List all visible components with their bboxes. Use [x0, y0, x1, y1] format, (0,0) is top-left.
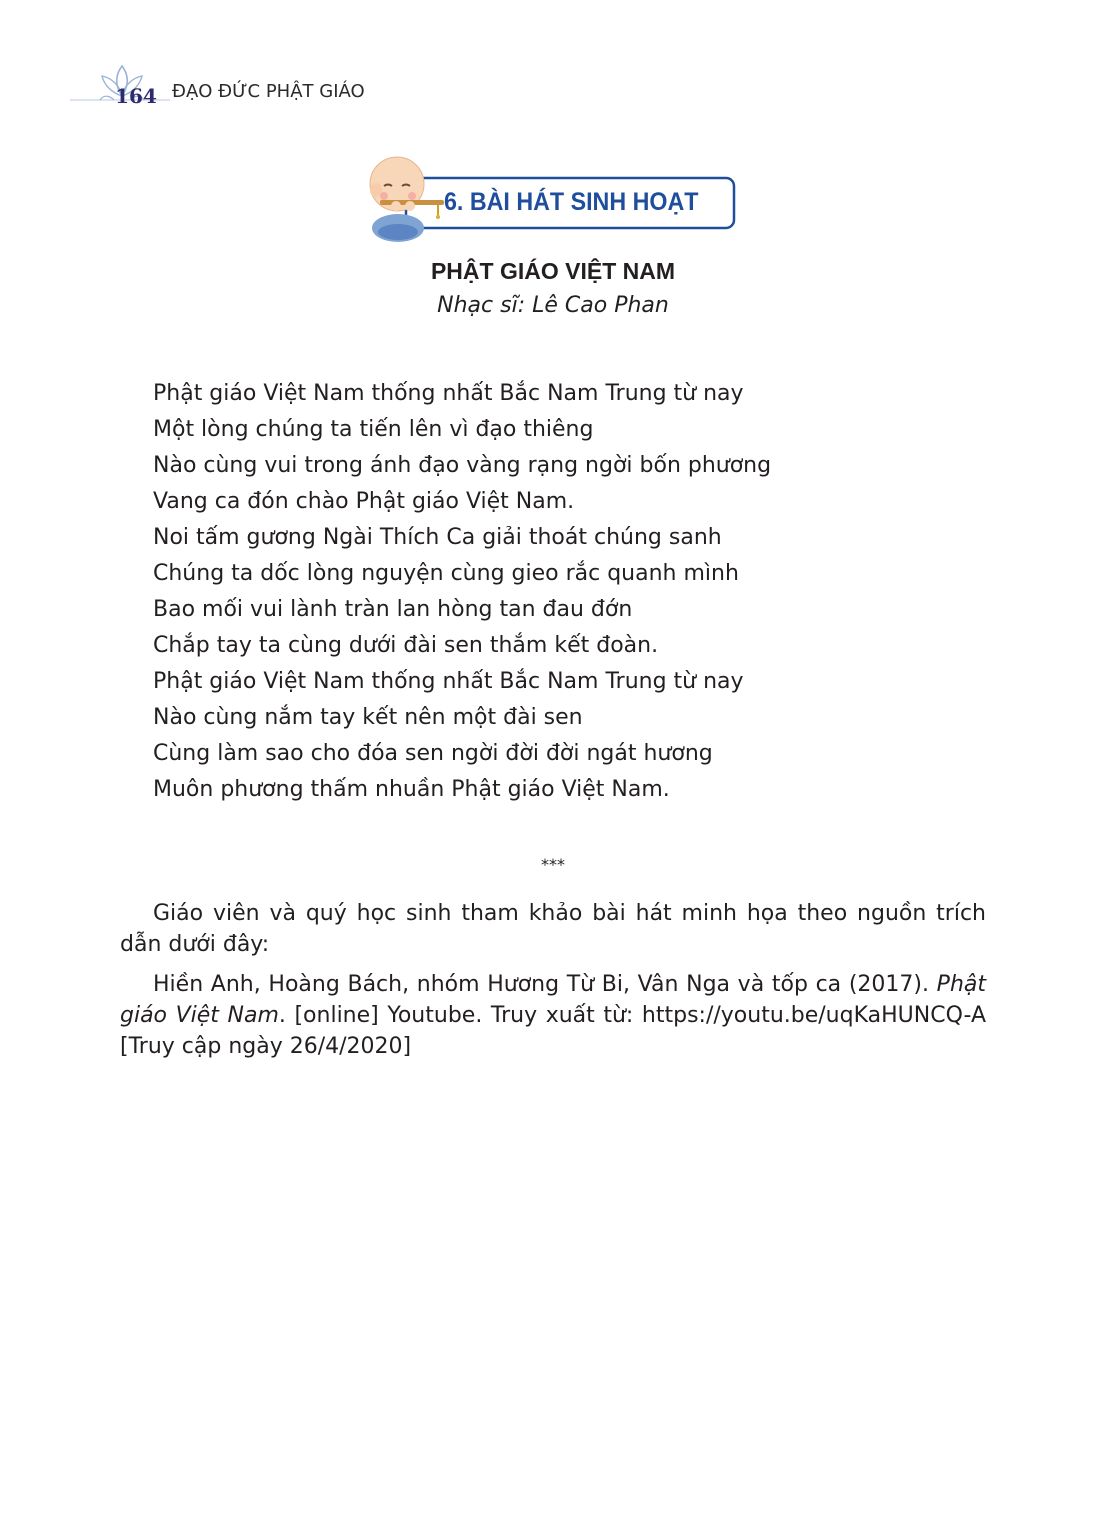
song-title: PHẬT GIÁO VIỆT NAM: [430, 258, 676, 284]
section-badge: [366, 150, 738, 246]
page-number: 164: [115, 84, 157, 108]
lyric-line: Bao mối vui lành tràn lan hòng tan đau đớn: [153, 597, 633, 622]
lyric-line: Phật giáo Việt Nam thống nhất Bắc Nam Trung từ nay: [153, 669, 744, 694]
lyric-line: Phật giáo Việt Nam thống nhất Bắc Nam Trung từ nay: [153, 381, 744, 406]
running-header: [70, 62, 390, 112]
citation-authors: Hiền Anh, Hoàng Bách, nhóm Hương Từ Bi, Vân Nga và tốp ca (2017).: [153, 972, 929, 997]
lyric-line: Noi tấm gương Ngài Thích Ca giải thoát chúng sanh: [153, 525, 722, 550]
lyric-line: Nào cùng vui trong ánh đạo vàng rạng ngời bốn phương: [153, 453, 772, 478]
composer-credit: Nhạc sĩ: Lê Cao Phan: [437, 293, 669, 318]
lyric-line: Chắp tay ta cùng dưới đài sen thắm kết đoàn.: [153, 633, 659, 658]
reference-intro: Giáo viên và quý học sinh tham khảo bài hát minh họa theo nguồn trích dẫn dưới đây:: [120, 901, 986, 957]
lyric-line: Chúng ta dốc lòng nguyện cùng gieo rắc quanh mình: [153, 561, 739, 586]
book-title: ĐẠO ĐỨC PHẬT GIÁO: [172, 81, 365, 102]
lyrics: [153, 376, 771, 808]
citation-title: Phật giáo Việt Nam: [120, 972, 986, 1028]
lyric-line: Cùng làm sao cho đóa sen ngời đời đời ngát hương: [153, 741, 713, 766]
citation-source: . [online] Youtube. Truy xuất từ: https://youtu.be/uqKaHUNCQ-A [Truy cập ngày 26/4/2020]: [120, 1003, 986, 1059]
lyric-line: Một lòng chúng ta tiến lên vì đạo thiêng: [153, 417, 594, 442]
section-title: 6. BÀI HÁT SINH HOẠT: [444, 188, 699, 216]
lyric-line: Nào cùng nắm tay kết nên một đài sen: [153, 705, 583, 730]
section-separator: ***: [541, 855, 565, 874]
lyric-line: Vang ca đón chào Phật giáo Việt Nam.: [153, 489, 575, 514]
reference-citation: [120, 969, 986, 1062]
lyric-line: Muôn phương thấm nhuần Phật giáo Việt Nam.: [153, 777, 670, 802]
